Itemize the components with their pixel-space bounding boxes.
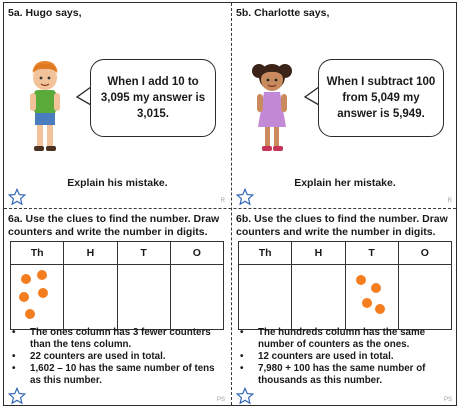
column-header-hundreds: H bbox=[292, 242, 345, 265]
counter bbox=[356, 275, 366, 285]
counter bbox=[25, 309, 35, 319]
thousands-cell[interactable] bbox=[239, 265, 292, 330]
column-header-ones: O bbox=[170, 242, 223, 265]
counter bbox=[19, 292, 29, 302]
question-5a-code: R bbox=[220, 198, 225, 204]
thousands-cell[interactable] bbox=[11, 265, 64, 330]
counter bbox=[362, 298, 372, 308]
counter bbox=[21, 274, 31, 284]
star-icon bbox=[236, 387, 254, 405]
hundreds-cell[interactable] bbox=[292, 265, 345, 330]
counter bbox=[37, 270, 47, 280]
column-header-hundreds: H bbox=[64, 242, 117, 265]
place-value-chart-6a bbox=[10, 241, 224, 330]
column-header-thousands: Th bbox=[239, 242, 292, 265]
counter bbox=[38, 288, 48, 298]
question-5a-instruction: Explain his mistake. bbox=[67, 177, 168, 189]
question-6a-panel bbox=[4, 209, 231, 407]
question-6b-title: 6b. Use the clues to find the number. Draw counters and write the number in digits. bbox=[236, 213, 448, 238]
ones-cell[interactable] bbox=[170, 265, 223, 330]
column-header-ones: O bbox=[398, 242, 451, 265]
hundreds-cell[interactable] bbox=[64, 265, 117, 330]
question-6a-title: 6a. Use the clues to find the number. Draw counters and write the number in digits. bbox=[8, 213, 220, 238]
hugo-speech-bubble: When I add 10 to 3,095 my answer is 3,015. bbox=[90, 59, 216, 137]
question-6b-code: PS bbox=[443, 397, 452, 403]
clue: • 12 counters are used in total. bbox=[236, 351, 454, 363]
tens-cell[interactable] bbox=[345, 265, 398, 330]
charlotte-girl-figure bbox=[246, 57, 298, 157]
star-icon bbox=[236, 188, 254, 206]
question-6b-panel bbox=[232, 209, 458, 407]
clue: • 1,602 – 10 has the same number of tens as this number. bbox=[8, 363, 226, 387]
column-header-thousands: Th bbox=[11, 242, 64, 265]
column-header-tens: T bbox=[345, 242, 398, 265]
clue: • 22 counters are used in total. bbox=[8, 351, 226, 363]
tens-cell[interactable] bbox=[117, 265, 170, 330]
question-5a-title: 5a. Hugo says, bbox=[8, 7, 82, 19]
question-5a-panel bbox=[4, 3, 231, 208]
column-header-tens: T bbox=[117, 242, 170, 265]
hugo-boy-figure bbox=[20, 57, 70, 157]
clue: • The hundreds column has the same number of counters as the ones. bbox=[236, 327, 454, 351]
counter bbox=[375, 304, 385, 314]
question-5b-code: R bbox=[447, 198, 452, 204]
star-icon bbox=[8, 387, 26, 405]
clue-list-6a bbox=[8, 327, 226, 387]
charlotte-speech-bubble: When I subtract 100 from 5,049 my answer is 5,949. bbox=[318, 59, 444, 137]
clue: • The ones column has 3 fewer counters than the tens column. bbox=[8, 327, 226, 351]
ones-cell[interactable] bbox=[398, 265, 451, 330]
worksheet bbox=[3, 2, 457, 406]
question-5b-instruction: Explain her mistake. bbox=[294, 177, 396, 189]
counter bbox=[371, 283, 381, 293]
clue-list-6b bbox=[236, 327, 454, 387]
star-icon bbox=[8, 188, 26, 206]
question-5b-panel bbox=[232, 3, 458, 208]
question-5b-title: 5b. Charlotte says, bbox=[236, 7, 330, 19]
question-6a-code: PS bbox=[216, 397, 225, 403]
place-value-chart-6b bbox=[238, 241, 452, 330]
clue: • 7,980 + 100 has the same number of thousands as this number. bbox=[236, 363, 454, 387]
